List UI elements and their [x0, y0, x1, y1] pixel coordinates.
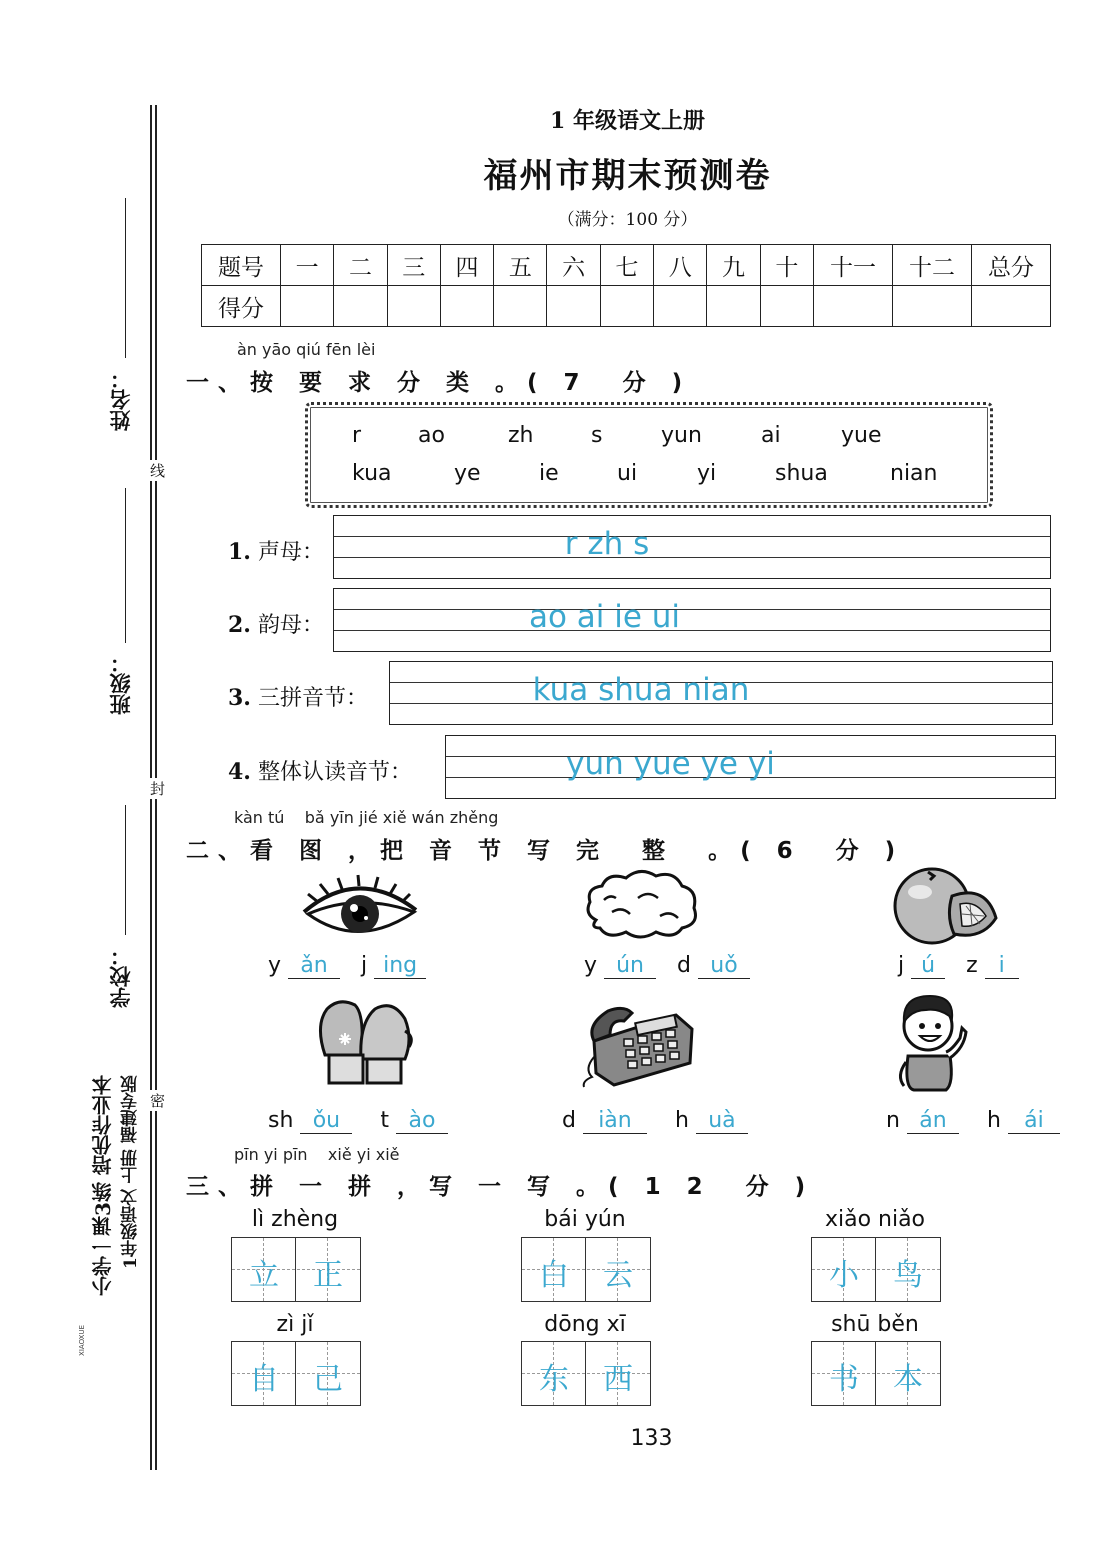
score-cell: 六 [547, 245, 600, 286]
score-input[interactable] [600, 286, 653, 327]
char-answer: 白 [539, 1258, 569, 1293]
answer-blank[interactable]: ǒu [300, 1108, 352, 1134]
score-table-score-row [202, 286, 1051, 327]
score-cell: 十二 [893, 245, 972, 286]
initial: d [677, 953, 691, 978]
class-label: 班级： [108, 652, 133, 715]
page-number: 133 [630, 1426, 673, 1451]
score-cell: 二 [334, 245, 387, 286]
word-pinyin: dōng xī [544, 1312, 626, 1337]
picture-answer-telephone [562, 1108, 748, 1134]
section1-heading: 一、按 要 求 分 类 。( 7 分 ) [186, 370, 692, 396]
word-pinyin: zì jǐ [276, 1312, 314, 1337]
score-cell: 三 [387, 245, 440, 286]
q3-text: 三拼音节： [257, 686, 368, 711]
answer-blank[interactable]: uǒ [698, 953, 750, 979]
syllable-item: ui [617, 461, 638, 486]
score-input[interactable] [281, 286, 334, 327]
initial: h [674, 1108, 689, 1133]
initial: t [380, 1108, 390, 1133]
answer-blank[interactable]: án [907, 1108, 959, 1134]
score-cell: 题号 [202, 245, 281, 286]
char-answer: 正 [313, 1258, 343, 1293]
section3-pinyin: pīn yi pīn xiě yi xiě [234, 1145, 400, 1164]
initial: d [562, 1108, 576, 1133]
char-answer: 东 [539, 1362, 569, 1397]
answer-blank[interactable]: ing [374, 953, 426, 979]
q3-answer: kua shua nian [532, 672, 750, 708]
picture-answer-orange [898, 953, 1019, 979]
class-blank[interactable] [125, 488, 126, 643]
syllable-item: ai [761, 423, 781, 448]
syllable-item: r [352, 423, 362, 448]
score-row-label: 得分 [202, 286, 281, 327]
score-cell: 四 [440, 245, 493, 286]
word-pinyin: shū běn [831, 1312, 919, 1337]
brand-small: XIAOXUE [78, 1325, 86, 1356]
score-input[interactable] [893, 286, 972, 327]
section2-pinyin: kàn tú bǎ yīn jié xiě wán zhěng [234, 808, 499, 827]
score-table [201, 244, 1051, 327]
char-answer: 书 [829, 1362, 859, 1397]
q3-number: 3. [228, 685, 251, 711]
score-cell: 五 [494, 245, 547, 286]
section2-heading: 二、看 图 ，把 音 节 写 完 整 。( 6 分 ) [186, 838, 905, 864]
score-cell: 九 [707, 245, 760, 286]
initial: y [584, 953, 598, 978]
initial: j [898, 953, 905, 978]
q2-text: 韵母： [257, 613, 324, 638]
char-grid[interactable] [231, 1237, 361, 1302]
section1-pinyin: àn yāo qiú fēn lèi [237, 340, 376, 359]
boy-icon [890, 992, 974, 1092]
char-answer: 己 [313, 1362, 343, 1397]
q1-answer: r zh s [564, 526, 650, 562]
q4-number: 4. [228, 759, 251, 785]
score-input[interactable] [387, 286, 440, 327]
q4-answer: yun yue ye yi [566, 746, 775, 782]
picture-answer-cloud [584, 953, 750, 979]
book-branding [78, 1075, 148, 1375]
char-grid[interactable] [521, 1237, 651, 1302]
picture-answer-eye [268, 953, 426, 979]
char-answer: 云 [603, 1258, 633, 1293]
q2-number: 2. [228, 612, 251, 638]
initial: n [886, 1108, 900, 1133]
score-input[interactable] [972, 286, 1051, 327]
telephone-icon [580, 1005, 698, 1089]
char-answer: 西 [603, 1362, 633, 1397]
char-answer: 鸟 [893, 1258, 923, 1293]
answer-blank[interactable]: iàn [583, 1108, 647, 1134]
syllable-item: nian [890, 461, 938, 486]
syllable-box [305, 402, 993, 508]
q1-text: 声母： [257, 540, 324, 565]
answer-blank[interactable]: ǎn [288, 953, 340, 979]
orange-icon [890, 866, 1002, 946]
score-input[interactable] [547, 286, 600, 327]
score-cell: 总分 [972, 245, 1051, 286]
answer-blank[interactable]: ú [911, 953, 945, 979]
score-input[interactable] [707, 286, 760, 327]
syllable-item: s [591, 423, 603, 448]
seal-close-mark: 密 [147, 1090, 168, 1111]
syllable-item: yun [661, 423, 702, 448]
score-input[interactable] [654, 286, 707, 327]
word-pinyin: lì zhèng [251, 1207, 339, 1232]
char-answer: 本 [893, 1362, 923, 1397]
answer-blank[interactable]: i [985, 953, 1019, 979]
syllable-item: ye [454, 461, 481, 486]
seal-line-mark: 线 [147, 460, 168, 481]
q1-number: 1. [228, 539, 251, 565]
char-grid[interactable] [231, 1341, 361, 1406]
score-cell: 七 [600, 245, 653, 286]
picture-answer-boy [886, 1108, 1060, 1134]
syllable-item: yue [841, 423, 882, 448]
school-label: 学校： [108, 945, 133, 1008]
score-cell: 十一 [814, 245, 893, 286]
score-input[interactable] [760, 286, 813, 327]
syllable-item: kua [352, 461, 392, 486]
syllable-item: ao [418, 423, 445, 448]
char-grid[interactable] [811, 1341, 941, 1406]
q4-answer-lines[interactable] [445, 735, 1056, 799]
seal-fold-mark: 封 [147, 778, 168, 799]
score-cell: 八 [654, 245, 707, 286]
char-answer: 自 [249, 1362, 279, 1397]
cloud-icon [582, 868, 700, 942]
picture-answer-mittens [268, 1108, 448, 1134]
eye-icon [298, 872, 422, 944]
page-title: 福州市期末预测卷 [483, 156, 772, 196]
name-label: 姓名： [108, 368, 133, 431]
q4-text: 整体认读音节： [257, 760, 412, 785]
answer-blank[interactable]: ào [396, 1108, 448, 1134]
char-answer: 小 [829, 1258, 859, 1293]
answer-blank[interactable]: uà [696, 1108, 748, 1134]
q2-answer: ao ai ie ui [528, 599, 681, 635]
q1-answer-lines[interactable] [333, 515, 1051, 579]
q2-answer-lines[interactable] [333, 588, 1051, 652]
word-pinyin: bái yún [544, 1207, 626, 1232]
score-cell: 十 [760, 245, 813, 286]
q3-answer-lines[interactable] [389, 661, 1053, 725]
answer-blank[interactable]: ái [1008, 1108, 1060, 1134]
initial: z [966, 953, 978, 978]
syllable-item: yi [697, 461, 717, 486]
section3-heading: 三、拼 一 拼 ，写 一 写 。( 1 2 分 ) [186, 1174, 815, 1200]
initial: h [986, 1108, 1001, 1133]
syllable-item: shua [775, 461, 828, 486]
grade-line: 1 年级语文上册 [550, 108, 705, 134]
mittens-icon [315, 995, 415, 1093]
answer-blank[interactable]: ún [604, 953, 656, 979]
score-table-header-row [202, 245, 1051, 286]
school-blank[interactable] [125, 805, 126, 935]
char-grid[interactable] [521, 1341, 651, 1406]
initial: y [268, 953, 282, 978]
full-score: （满分：100 分） [557, 210, 698, 230]
score-input[interactable] [334, 286, 387, 327]
initial: j [361, 953, 368, 978]
score-input[interactable] [440, 286, 493, 327]
book-subtitle: 1年级语文 上册 福建专版 [121, 1075, 141, 1269]
score-cell: 一 [281, 245, 334, 286]
word-pinyin: xiǎo niǎo [824, 1207, 926, 1232]
score-input[interactable] [814, 286, 893, 327]
score-input[interactable] [494, 286, 547, 327]
char-grid[interactable] [811, 1237, 941, 1302]
book-title: 培优作业本 [91, 1075, 115, 1175]
book-series: 小学一课3练 [91, 1181, 115, 1296]
initial: sh [268, 1108, 294, 1133]
syllable-item: ie [539, 461, 559, 486]
syllable-item: zh [508, 423, 534, 448]
char-answer: 立 [249, 1258, 279, 1293]
